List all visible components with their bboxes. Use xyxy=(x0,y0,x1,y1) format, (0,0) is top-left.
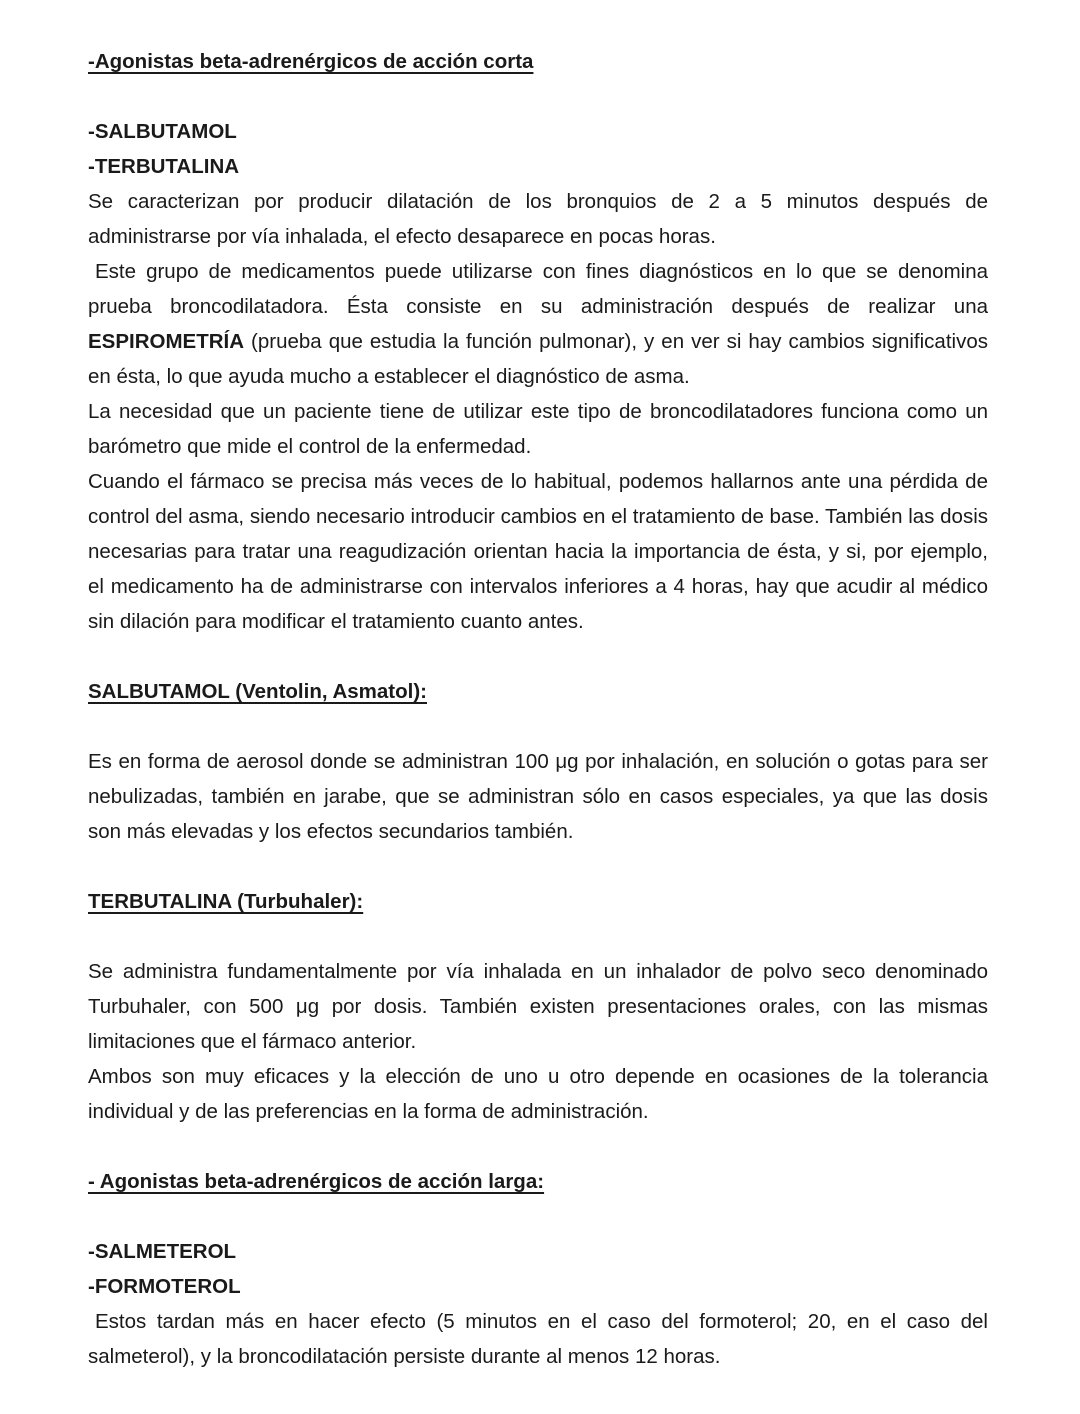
paragraph-salbutamol-forms: Es en forma de aerosol donde se administran 100 μg por inhalación, en solución o gotas para ser nebulizadas, también en jarabe, que se administran sólo en casos especiales, ya que las dosis son más elevadas y los efectos secundarios también. xyxy=(88,750,988,843)
heading-salbutamol-brands: SALBUTAMOL (Ventolin, Asmatol): xyxy=(88,680,428,703)
heading-short-acting-agonists: -Agonistas beta-adrenérgicos de acción corta xyxy=(88,50,534,73)
drug-list-long-acting xyxy=(88,1234,988,1304)
paragraph-terbutalina-forms: Se administra fundamentalmente por vía inhalada en un inhalador de polvo seco denominado Turbuhaler, con 500 μg por dosis. También existen presentaciones orales, con las mismas limitaciones que el fármaco anterior. xyxy=(88,960,988,1053)
diagnostic-text-post: (prueba que estudia la función pulmonar), y en ver si hay cambios significativos en ésta, lo que ayuda mucho a establecer el diagnóstico de asma. xyxy=(88,330,988,388)
paragraph-long-acting-onset: Estos tardan más en hacer efecto (5 minutos en el caso del formoterol; 20, en el caso del salmeterol), y la broncodilatación persiste durante al menos 12 horas. xyxy=(88,1310,988,1368)
paragraph-onset-description: Se caracterizan por producir dilatación de los bronquios de 2 a 5 minutos después de administrarse por vía inhalada, el efecto desaparece en pocas horas. xyxy=(88,190,988,248)
drug-name-terbutalina: -TERBUTALINA xyxy=(88,155,240,178)
espirometria-bold-term: ESPIROMETRÍA xyxy=(88,330,245,353)
heading-terbutalina-brand: TERBUTALINA (Turbuhaler): xyxy=(88,890,364,913)
diagnostic-text-pre: Este grupo de medicamentos puede utilizarse con fines diagnósticos en lo que se denomina prueba broncodilatadora. Ésta consiste en su administración después de realizar una xyxy=(88,260,988,318)
drug-list-short-acting xyxy=(88,114,988,184)
paragraph-both-effective: Ambos son muy eficaces y la elección de uno u otro depende en ocasiones de la tolerancia individual y de las preferencias en la forma de administración. xyxy=(88,1065,988,1123)
paragraph-necessity-barometer: La necesidad que un paciente tiene de utilizar este tipo de broncodilatadores funciona como un barómetro que mide el control de la enfermedad. xyxy=(88,400,988,458)
heading-long-acting-agonists: - Agonistas beta-adrenérgicos de acción larga: xyxy=(88,1170,545,1193)
paragraph-loss-of-control: Cuando el fármaco se precisa más veces de lo habitual, podemos hallarnos ante una pérdida de control del asma, siendo necesario introducir cambios en el tratamiento de base. También las dosis necesarias para tratar una reagudización orientan hacia la importancia de ésta, y si, por ejemplo, el medicamento ha de administrarse con intervalos inferiores a 4 horas, hay que acudir al médico sin dilación para modificar el tratamiento cuanto antes. xyxy=(88,470,988,633)
drug-name-salmeterol: -SALMETEROL xyxy=(88,1240,237,1263)
drug-name-salbutamol: -SALBUTAMOL xyxy=(88,120,237,143)
drug-name-formoterol: -FORMOTEROL xyxy=(88,1275,241,1298)
paragraph-diagnostic-use xyxy=(88,254,988,394)
